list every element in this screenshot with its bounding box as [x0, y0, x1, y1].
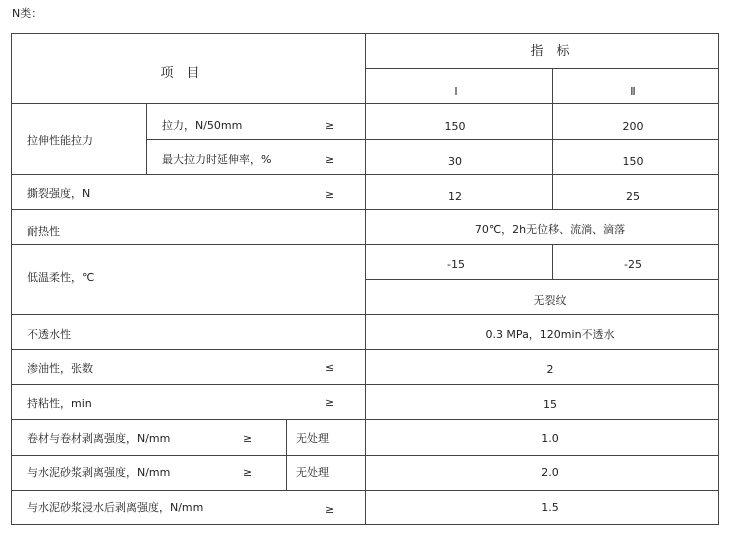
header-grade-2: Ⅱ: [630, 85, 636, 98]
peel2-value: 2.0: [541, 466, 559, 479]
tensile-force-grade1: 150: [444, 120, 466, 133]
lowtemp-label: 低温柔性，℃: [27, 271, 95, 284]
elongation-label: 最大拉力时延伸率，%: [162, 153, 272, 166]
table-caption: N类：: [12, 7, 43, 20]
header-item: 项 目: [160, 66, 200, 81]
tensile-force-label: 拉力，N/50mm: [162, 119, 243, 132]
lowtemp-note: 无裂纹: [533, 294, 567, 307]
tack-value: 15: [543, 398, 557, 411]
header-index: 指 标: [530, 44, 570, 59]
oil-value: 2: [546, 363, 554, 376]
tensile-force-op: ≥: [325, 119, 335, 132]
tack-label: 持粘性，min: [27, 397, 92, 410]
peel3-label: 与水泥砂浆浸水后剥离强度，N/mm: [27, 501, 204, 514]
impermeable-label: 不透水性: [27, 328, 71, 341]
tensile-force-grade2: 200: [622, 120, 644, 133]
tack-op: ≥: [325, 396, 335, 409]
heat-value: 70℃，2h无位移、流淌、滴落: [474, 223, 626, 236]
elongation-op: ≥: [325, 153, 335, 166]
peel1-value: 1.0: [541, 432, 559, 445]
tensile-label: 拉伸性能拉力: [27, 134, 93, 147]
tear-op: ≥: [325, 188, 335, 201]
lowtemp-grade2: -25: [624, 258, 642, 271]
peel2-condition: 无处理: [296, 466, 329, 479]
peel1-op: ≥: [243, 432, 253, 445]
peel3-value: 1.5: [541, 501, 559, 514]
oil-label: 渗油性，张数: [27, 362, 93, 375]
header-grade-1: Ⅰ: [454, 85, 458, 98]
elongation-grade2: 150: [622, 155, 644, 168]
peel2-label: 与水泥砂浆剥离强度，N/mm: [27, 466, 171, 479]
lowtemp-grade1: -15: [447, 258, 465, 271]
tear-label: 撕裂强度，N: [27, 187, 91, 200]
heat-label: 耐热性: [27, 225, 60, 238]
peel2-op: ≥: [243, 466, 253, 479]
peel1-label: 卷材与卷材剥离强度，N/mm: [27, 432, 171, 445]
impermeable-value: 0.3 MPa，120min不透水: [485, 328, 615, 341]
peel3-op: ≥: [325, 503, 335, 516]
tear-grade1: 12: [448, 190, 462, 203]
tear-grade2: 25: [626, 190, 640, 203]
peel1-condition: 无处理: [296, 432, 329, 445]
elongation-grade1: 30: [448, 155, 462, 168]
oil-op: ≤: [325, 361, 335, 374]
